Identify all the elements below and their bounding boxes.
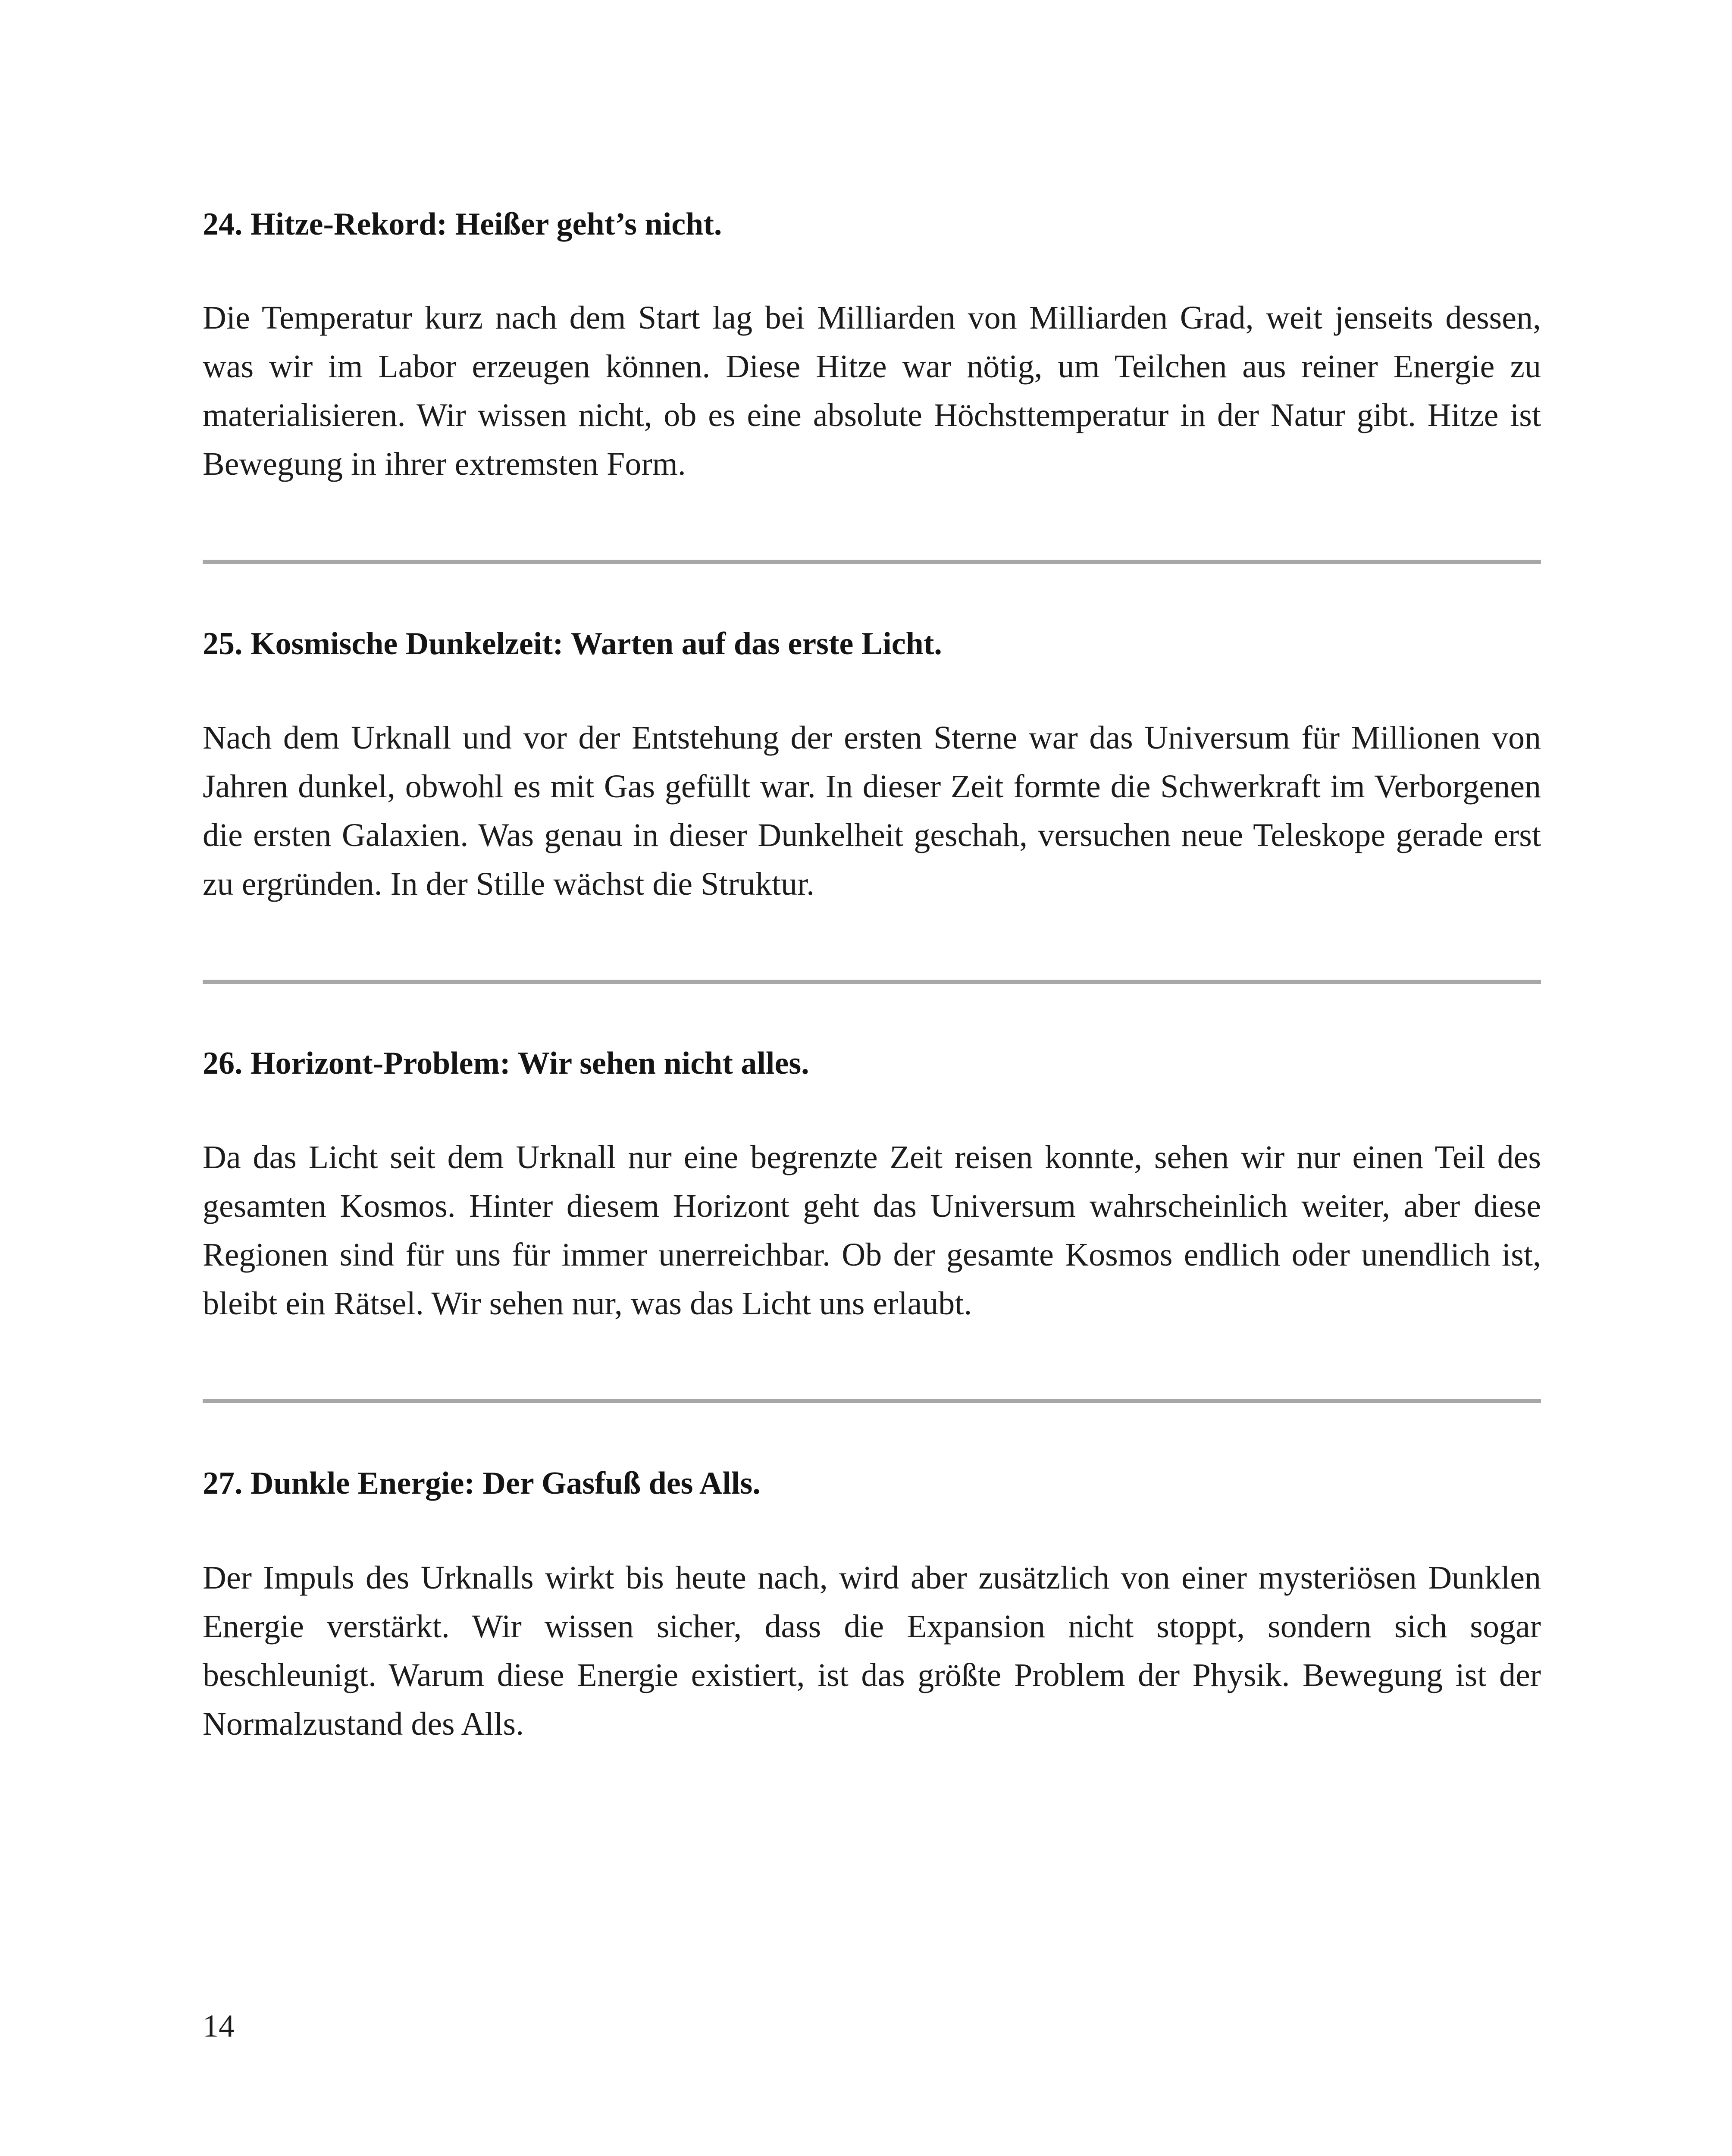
section-paragraph: Nach dem Urknall und vor der Entstehung der ersten Sterne war das Universum für Millionen von Jahren dunkel, obwohl es mit Gas gefüllt war. In dieser Zeit formte die Schwerkraft im Verborgenen die ersten Galaxien. Was genau in dieser Dunkelheit geschah, versuchen neue Teleskope gerade erst zu ergründen. In der Stille wächst die Struktur.	[203, 720, 1541, 902]
section-divider	[203, 560, 1541, 564]
section-heading: 24. Hitze-Rekord: Heißer geht’s nicht.	[203, 207, 722, 242]
section-paragraph: Der Impuls des Urknalls wirkt bis heute nach, wird aber zusätzlich von einer mysteriösen Dunklen Energie verstärkt. Wir wissen sicher, dass die Expansion nicht stoppt, sondern sich sogar beschleunigt. Warum diese Energie existiert, ist das größte Problem der Physik. Bewegung ist der Normalzustand des Alls.	[203, 1560, 1541, 1742]
section-heading: 26. Horizont-Problem: Wir sehen nicht alles.	[203, 1046, 809, 1081]
section-divider	[203, 1399, 1541, 1403]
section-divider	[203, 980, 1541, 984]
section-heading: 25. Kosmische Dunkelzeit: Warten auf das erste Licht.	[203, 626, 942, 661]
section-paragraph: Die Temperatur kurz nach dem Start lag bei Milliarden von Milliarden Grad, weit jenseits dessen, was wir im Labor erzeugen können. Diese Hitze war nötig, um Teilchen aus reiner Energie zu materialisieren. Wir wissen nicht, ob es eine absolute Höchsttemperatur in der Natur gibt. Hitze ist Bewegung in ihrer extremsten Form.	[203, 300, 1541, 482]
section-paragraph: Da das Licht seit dem Urknall nur eine begrenzte Zeit reisen konnte, sehen wir nur einen Teil des gesamten Kosmos. Hinter diesem Horizont geht das Universum wahrscheinlich weiter, aber diese Regionen sind für uns für immer unerreichbar. Ob der gesamte Kosmos endlich oder unendlich ist, bleibt ein Rätsel. Wir sehen nur, was das Licht uns erlaubt.	[203, 1139, 1541, 1322]
page-number: 14	[203, 2009, 235, 2044]
section-heading: 27. Dunkle Energie: Der Gasfuß des Alls.	[203, 1466, 761, 1501]
